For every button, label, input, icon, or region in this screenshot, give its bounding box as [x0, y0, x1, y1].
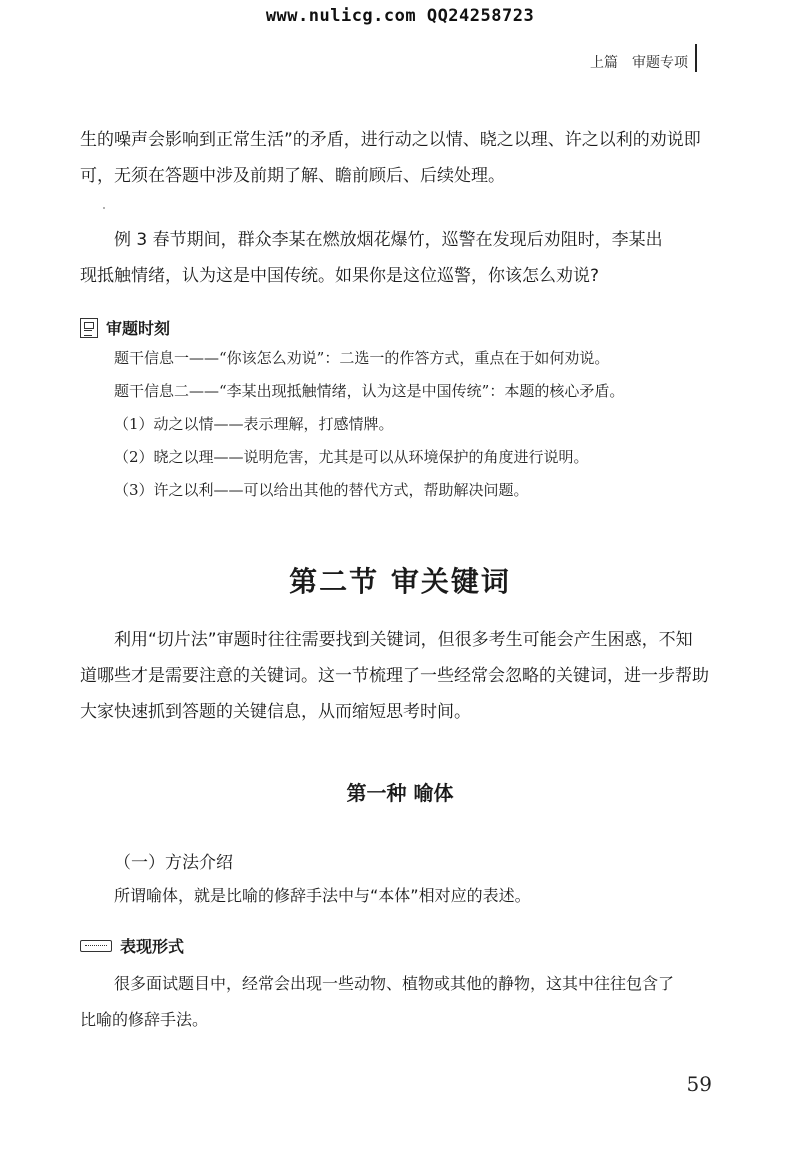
- review-item: （1）动之以情——表示理解，打感情牌。: [114, 415, 394, 433]
- method-heading: （一）方法介绍: [114, 853, 233, 873]
- example-line: 现抵触情绪，认为这是中国传统。如果你是这位巡警，你该怎么劝说?: [80, 266, 600, 286]
- example-3: [80, 222, 720, 294]
- keyboard-icon: [80, 940, 112, 952]
- intro-line: 利用“切片法”审题时往往需要找到关键词，但很多考生可能会产生困惑，不知: [114, 630, 693, 650]
- review-label: [80, 316, 170, 339]
- forms-line: 很多面试题目中，经常会出现一些动物、植物或其他的静物，这其中往往包含了: [114, 974, 675, 993]
- example-line: 例 3 春节期间，群众李某在燃放烟花爆竹，巡警在发现后劝阻时，李某出: [114, 230, 663, 250]
- scan-speck: [103, 207, 105, 209]
- continuation-paragraph: [80, 122, 720, 194]
- review-item: （2）晓之以理——说明危害，尤其是可以从环境保护的角度进行说明。: [114, 448, 589, 466]
- review-box-icon: [80, 318, 98, 338]
- running-head-part: 上篇: [590, 55, 618, 71]
- review-list: [114, 342, 624, 507]
- review-item: （3）许之以利——可以给出其他的替代方式，帮助解决问题。: [114, 481, 529, 499]
- review-item: 题干信息二——“李某出现抵触情绪，认为这是中国传统”：本题的核心矛盾。: [114, 382, 625, 400]
- intro-line: 大家快速抓到答题的关键信息，从而缩短思考时间。: [80, 702, 471, 722]
- review-label-text: 审题时刻: [106, 319, 171, 338]
- continuation-line: 可，无须在答题中涉及前期了解、瞻前顾后、后续处理。: [80, 166, 505, 186]
- forms-label-text: 表现形式: [120, 937, 185, 956]
- watermark: www.nulicg.com QQ24258723: [265, 6, 535, 26]
- section-title: 第二节 审关键词: [289, 565, 511, 598]
- running-head: [590, 52, 688, 72]
- definition-text: 所谓喻体，就是比喻的修辞手法中与“本体”相对应的表述。: [114, 886, 531, 905]
- running-head-rule: [695, 44, 697, 72]
- intro-line: 道哪些才是需要注意的关键词。这一节梳理了一些经常会忽略的关键词，进一步帮助: [80, 666, 709, 686]
- running-head-title: 审题专项: [632, 55, 688, 71]
- continuation-line: 生的噪声会影响到正常生活”的矛盾，进行动之以情、晓之以理、许之以利的劝说即: [80, 130, 701, 150]
- section-intro: [80, 622, 720, 730]
- forms-label: [80, 934, 184, 957]
- page-number: 59: [686, 1072, 712, 1096]
- forms-paragraph: [80, 966, 720, 1038]
- forms-line: 比喻的修辞手法。: [80, 1010, 209, 1029]
- review-item: 题干信息一——“你该怎么劝说”：二选一的作答方式，重点在于如何劝说。: [114, 349, 610, 367]
- subsection-title: 第一种 喻体: [346, 781, 454, 805]
